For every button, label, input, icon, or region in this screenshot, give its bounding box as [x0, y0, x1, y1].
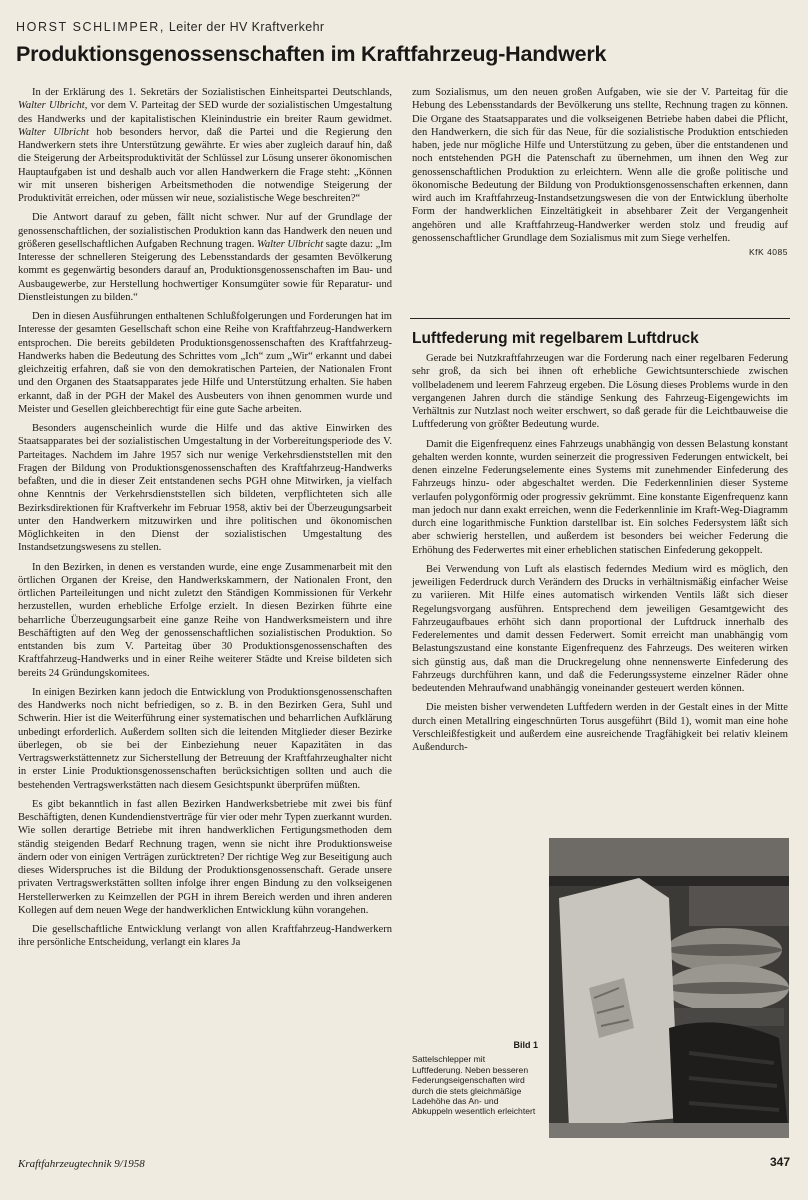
- paragraph-3: Den in diesen Ausführungen enthaltenen Schlußfolgerungen und Forderungen hat im Interesse der gesamten Gesellschaft schon eine Reihe von Kraftfahrzeug-Handwerkern entsprochen. Die bereits gebildeten Produktionsgenossenschaften des Kraftfahrzeug-Handwerks haben die Bedeutung des Schrittes vom „Ich“ zum „Wir“ erkannt und dabei gleichzeitig erfahren, daß sie von den demokratischen Parteien, der Nationalen Front und den Organen des Staatsapparates jede Hilfe und Unterstützung erhalten. Sie haben erkannt, daß in der PGH der Makel des Ausbeuters von ihnen genommen wurde und Meister und Gesellen gleichberechtigt für eine gute Sache arbeiten.: [18, 311, 392, 415]
- left-column: [18, 86, 392, 956]
- section-title: Luftfederung mit regelbarem Luftdruck: [412, 330, 699, 347]
- author-line: [16, 20, 325, 34]
- author-name: HORST SCHLIMPER,: [16, 20, 166, 34]
- section-paragraph-3: Bei Verwendung von Luft als elastisch federndes Medium wird es möglich, den jeweiligen Federdruck durch Verändern des Drucks in verhältnismäßig einfacher Weise zu variieren. Mit Hilfe eines automatisch wirkenden Ventils läßt sich dieser Regelungsvorgang ausführen. Entsprechend dem jeweiligen Gesamtgewicht des Fahrzeugaufbaues erhöht sich dann proportional der Luftdruck innerhalb des Federelementes und damit dessen Federwert. Somit erreicht man unabhängig vom Belastungszustand eine konstante Eigenfrequenz des Fahrzeugs. Des weiteren wirken sich günstig aus, daß man die Druckregelung ohne nennenswerte Einfederung des Fahrzeugs durchführen kann, und daß die Federungssysteme einzelner Räder ohne bedeutenden Mehraufwand unabhängig voneinander gesteuert werden können.: [412, 563, 788, 694]
- journal-issue: Kraftfahrzeugtechnik 9/1958: [18, 1158, 145, 1170]
- figure-caption: [412, 1040, 538, 1117]
- paragraph-1: In der Erklärung des 1. Sekretärs der Sozialistischen Einheitspartei Deutschlands, Walter Ulbricht, vor dem V. Parteitag der SED wurde der sozialistischen Umgestaltung des Handwerks und der kapitalistischen Kleinindustrie ein breiter Raum gewidmet. Walter Ulbricht hob besonders hervor, daß die Partei und die Regierung den Handwerkern stets ihre Unterstützung gewährte. Er wies aber zugleich darauf hin, daß die Steigerung der Arbeitsproduktivität der Schlüssel zur Lösung unserer ökonomischen Hauptaufgaben ist und deshalb auch vor allen Handwerkern die Frage steht: „Können wir mit unseren bisherigen Arbeitsmethoden die notwendige Steigerung der Produktivität erreichen, oder müssen wir neue, sozialistische Wege beschreiten?“: [18, 87, 392, 204]
- truck-air-suspension-photo: [549, 838, 789, 1138]
- figure-label: Bild 1: [513, 1040, 538, 1050]
- photo-illustration: [549, 838, 789, 1138]
- page-number: 347: [769, 1155, 790, 1169]
- section-paragraph-1: Gerade bei Nutzkraftfahrzeugen war die Forderung nach einer regelbaren Federung sehr groß, da sich bei ihnen oft erhebliche Gewichtsunterschiede zwischen vollbeladenem und leerem Fahrzeug ergeben. Die Lösung dieses Problems wurde in den vergangenen Jahren durch die ständige Senkung des Fahrzeug-Eigengewichts im Verhältnis zur Nutzlast noch weiter erschwert, so daß gerade für die Leichtbauweise die Luftfederung von größter Bedeutung wurde.: [412, 353, 788, 431]
- paragraph-2: Die Antwort darauf zu geben, fällt nicht schwer. Nur auf der Grundlage der genossenschaftlichen, der sozialistischen Produktion kann das Handwerk den neuen und größeren gesellschaftlichen Aufgaben Rechnung tragen. Walter Ulbricht sagte dazu: „Im Interesse der schnelleren Steigerung des Lebensstandards der gesamten Bevölkerung kommt es gegenwärtig besonders darauf an, Produktionsgenossenschaften im Bau- und Ausbaugewerbe, zur Herstellung hochwertiger Konsumgüter sowie für Reparatur- und Dienstleistungen zu bilden.“: [18, 212, 392, 303]
- continuation-paragraph: zum Sozialismus, um den neuen großen Aufgaben, wie sie der V. Parteitag für die Hebung des Lebensstandards der Bevölkerung uns stellte, Rechnung tragen zu können. Die Organe des Staatsapparates und die volkseigenen Betriebe haben dabei die Pflicht, den Handwerkern, die sich für das Neue, für die sozialistische Produktion entschieden haben, jede nur mögliche Hilfe und Unterstützung zu geben, über die entstandenen und noch entstehenden PGH die Patenschaft zu übernehmen, um ihnen den Weg zur genossenschaftlichen Produktion zu erleichtern. Wenn alle die große politische und ökonomische Bedeutung der Bildung von Produktionsgenossenschaften erkennen, dann wird auch im Kraftfahrzeug-Instandsetzungswesen die von der Entwicklung überholte Form der handwerklichen Einzeltätigkeit in absehbarer Zeit der Vergangenheit angehören und alle Kraftfahrzeug-Handwerker werden stolz und freudig auf genossenschaftlicher Grundlage dem Sozialismus mit zum Siege verhelfen.: [412, 87, 788, 244]
- section-paragraph-2: Damit die Eigenfrequenz eines Fahrzeugs unabhängig von dessen Belastung konstant gehalten werden konnte, wurden seinerzeit die progressiven Federungen entwickelt, bei denen einzelne Federungselemente eines Systems mit zunehmender Einfederung des Fahrzeugs hinzu- oder abgeschaltet werden. Die Federkennlinien dieser Systeme verlaufen polygonförmig oder progressiv gekrümmt. Eine konstante Eigenfrequenz kann man jedoch nur dann exakt erreichen, wenn die Federkennlinie im Kraft-Weg-Diagramm durch eine logarithmische Funktion darstellbar ist. Ein solches Federsystem läßt sich aber schwierig herstellen, und außerdem ist besonders bei weicher Federung die Erhöhung des Federwertes mit einer erheblichen statischen Einfederung gekoppelt.: [412, 438, 788, 556]
- paragraph-6: In einigen Bezirken kann jedoch die Entwicklung von Produktionsgenossenschaften des Handwerks noch nicht befriedigen, so z. B. in den Bezirken Gera, Suhl und Schwerin. Hier ist die Weiterführung einer systematischen und beharrlichen Aufklärung unbedingt erforderlich. Außerdem sollten sich die leitenden Mitglieder dieser Bezirke überlegen, ob sie bei der Einbeziehung neuer Kapazitäten in das Vertragswerkstättennetz zur Sicherstellung der Betreuung der Kraftfahrzeughalter nicht in erster Linie Produktionsgenossenschaften berücksichtigen sollten und auch die bestehenden Vertragswerkstätten nach diesem Gesichtspunkt überprüfen müßten.: [18, 686, 392, 791]
- figure-caption-text: Sattelschlepper mit Luftfederung. Neben besseren Federungseigenschaften wird durch die stets gleichmäßige Ladehöhe das An- und Abkuppeln wesentlich erleichtert: [412, 1054, 536, 1117]
- section-divider: [410, 318, 790, 319]
- paragraph-7: Es gibt bekanntlich in fast allen Bezirken Handwerksbetriebe mit zwei bis fünf Beschäftigten, denen Kundendienstverträge für vier oder mehr Typen zuerkannt wurden. Wie sollen derartige Betriebe mit ihren handwerklichen Fertigungsmethoden dem ständig steigenden Bedarf Rechnung tragen, wenn sie nicht ihre Produktionsweise ändern oder von einigen Verträgen zurücktreten? Der richtige Weg zur Beseitigung auch dieses Widerspruches ist die Bildung der Produktionsgenossenschaft. Gerade unsere privaten Vertragswerkstätten sollten infolge ihrer engen Bindung zu den volkseigenen Herstellerwerken zu Keimzellen der PGH in ihrem Bereich werden und ihren anderen Kollegen auf dem neuen Wege der handwerklichen Entwicklung kühn vorangehen.: [18, 798, 392, 916]
- article-code: KfK 4085: [749, 247, 788, 257]
- paragraph-5: In den Bezirken, in denen es verstanden wurde, eine enge Zusammenarbeit mit den örtlichen Organen der Kreise, den Handwerkskammern, der Nationalen Front, den örtlichen Parteileitungen und nicht zuletzt den Ständigen Kommissionen für Verkehr herzustellen, wurden erhebliche Erfolge erzielt. In diesen Bezirken führte eine beharrliche Überzeugungsarbeit eine ganze Reihe von Handwerksmeistern und ihre Beschäftigten auf den Weg der genossenschaftlichen sozialistischen Produktion. So entstanden bis zum V. Parteitag über 30 Produktionsgenossenschaften des Kraftfahrzeug-Handwerks und in einer Reihe weiterer Städte und Kreise bildeten sich bereits 24 Gründungskomitees.: [18, 561, 392, 679]
- article-title: Produktionsgenossenschaften im Kraftfahrzeug-Handwerk: [16, 42, 607, 66]
- right-column-article: [412, 352, 788, 760]
- paragraph-8: Die gesellschaftliche Entwicklung verlangt von allen Kraftfahrzeug-Handwerkern ihre persönliche Entscheidung, verlangt ein klares Ja: [18, 924, 392, 949]
- section-paragraph-4: Die meisten bisher verwendeten Luftfedern werden in der Gestalt eines in der Mitte durch einen Metallring eingeschnürten Torus ausgeführt (Bild 1), womit man eine hohe Verschleißfestigkeit und außerdem eine ausreichende Tragfähigkeit bei relativ kleinem Außendurch-: [412, 702, 788, 753]
- author-role: Leiter der HV Kraftverkehr: [168, 20, 325, 34]
- right-column-continuation: [412, 86, 788, 259]
- paragraph-4: Besonders augenscheinlich wurde die Hilfe und das aktive Einwirken des Staatsapparates bei der sozialistischen Umgestaltung in der Vorbereitungsperiode des V. Parteitages. Nachdem im Jahre 1957 sich nur wenige Verkehrsdienststellen mit den Fragen der Bildung von Produktionsgenossenschaften des Kraftfahrzeug-Handwerks befaßten, und die in dieser Zeit entstandenen sechs PGH ohne Mitwirken, ja vielfach ohne Kenntnis der Verkehrsdienststellen sich bildeten, verpflichteten sich alle Bezirksdirektionen für Kraftverkehr im Februar 1958, aktiv bei der Überzeugungsarbeit unter den Handwerkern mitzuwirken und ihre politischen und ökonomischen Möglichkeiten in den Dienst der sozialistischen Umgestaltung des Instandsetzungswesens zu stellen.: [18, 423, 392, 554]
